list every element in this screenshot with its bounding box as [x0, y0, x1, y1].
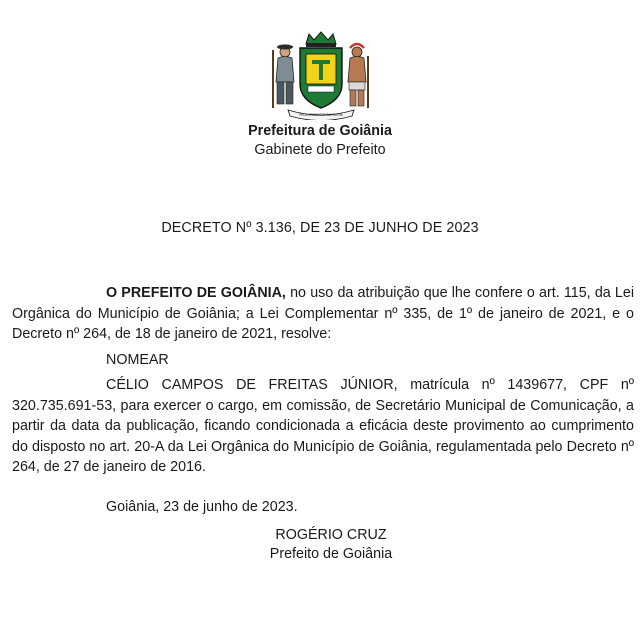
signer-title: Prefeito de Goiânia: [269, 546, 393, 562]
decree-action: NOMEAR: [106, 351, 169, 368]
signer-name: ROGÉRIO CRUZ: [275, 527, 387, 543]
decree-appointment: CÉLIO CAMPOS DE FREITAS JÚNIOR, matrícula nº 1439677, CPF nº 320.735.691-53, para exercer o cargo, em comissão, de Secretário Municipal de Comunicação, a partir da data da publicação, ficando condicionada a eficácia deste provimento ao cumprimento do disposto no art. 20-A da Lei Orgânica do Município de Goiânia, regulamentada pelo Decreto nº 264, de 27 de janeiro de 2016.: [12, 377, 634, 475]
department-name: Gabinete do Prefeito: [254, 142, 386, 158]
preamble-authority: O PREFEITO DE GOIÂNIA,: [106, 285, 286, 301]
decree-title: DECRETO Nº 3.136, DE 23 DE JUNHO DE 2023: [161, 220, 479, 236]
municipal-coat-of-arms-icon: [268, 30, 374, 120]
preamble-text: no uso da atribuição que lhe confere o art. 115, da Lei Orgânica do Município de Goiânia; a Lei Complementar nº 335, de 1º de janeiro de 2021, e o Decreto nº 264, de 18 de janeiro de 2021, resolve:: [12, 285, 634, 342]
decree-preamble: [12, 283, 634, 345]
office-name: Prefeitura de Goiânia: [248, 123, 392, 139]
svg-text:PELA GRANDEZA DA PATRIA: PELA GRANDEZA DA PATRIA: [299, 113, 343, 117]
place-date: Goiânia, 23 de junho de 2023.: [106, 499, 298, 515]
decree-body: [12, 283, 634, 478]
